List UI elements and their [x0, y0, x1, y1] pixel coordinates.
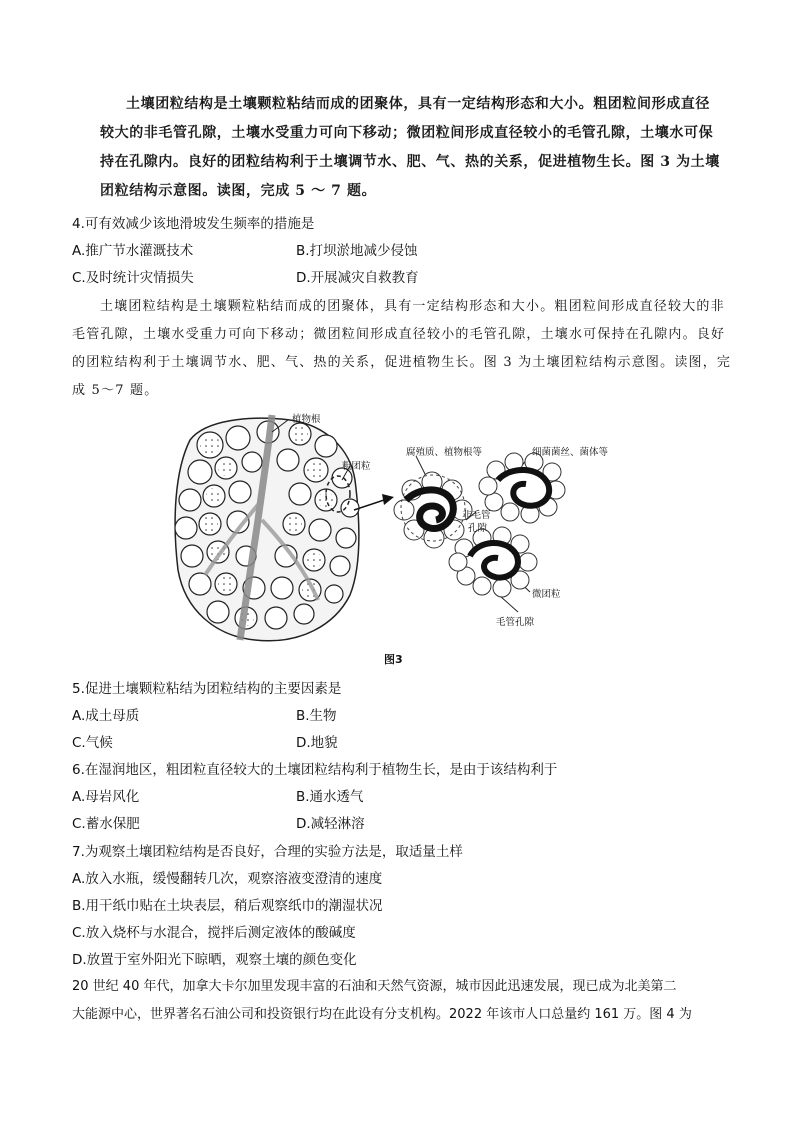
scan-line-1: 土壤团粒结构是土壤颗粒粘结而成的团聚体，具有一定结构形态和大小。粗团粒间形成直径 — [126, 96, 710, 112]
option-b: B.用干纸巾贴在土块表层，稍后观察纸巾的潮湿状况 — [72, 898, 383, 914]
figure-caption: 图3 — [384, 653, 403, 666]
option-d: D.地貌 — [296, 735, 338, 751]
paragraph-line-1: 20 世纪 40 年代，加拿大卡尔加里发现丰富的石油和天然气资源，城市因此迅速发展，现已成为北美第二 — [72, 979, 677, 994]
scan-line-2: 较大的非毛管孔隙，土壤水受重力可向下移动；微团粒间形成直径较小的毛管孔隙，土壤水可保 — [100, 125, 714, 141]
scan-line-3: 持在孔隙内。良好的团粒结构利于土壤调节水、肥、气、热的关系，促进植物生长。图 3 为土壤 — [100, 154, 720, 170]
option-b: B.打坝淤地减少侵蚀 — [296, 243, 418, 259]
scan-line-4: 团粒结构示意图。读图，完成 5 ～ 7 题。 — [100, 183, 377, 199]
option-d: D.放置于室外阳光下晾晒，观察土壤的颜色变化 — [72, 952, 357, 968]
option-c: C.气候 — [72, 735, 113, 751]
label-bacteria: 细菌菌丝、菌体等 — [532, 447, 609, 458]
question-stem: 4.可有效减少该地滑坡发生频率的措施是 — [72, 216, 315, 232]
coarse-aggregate-body — [175, 415, 359, 641]
option-c: C.放入烧杯与水混合，搅拌后测定液体的酸碱度 — [72, 925, 356, 941]
option-a: A.推广节水灌溉技术 — [72, 243, 194, 259]
label-coarse-aggregate: 粗团粒 — [342, 461, 371, 472]
option-c: C.蓄水保肥 — [72, 816, 140, 832]
arrow-icon — [354, 494, 394, 510]
option-a: A.母岩风化 — [72, 789, 140, 805]
option-d: D.开展减灾自救教育 — [296, 270, 419, 286]
micro-aggregate-left — [394, 472, 472, 548]
option-a: A.成土母质 — [72, 708, 140, 724]
paragraph-line-1: 土壤团粒结构是土壤颗粒粘结而成的团聚体，具有一定结构形态和大小。粗团粒间形成直径较大的非 — [100, 299, 725, 314]
paragraph-line-2: 毛管孔隙，土壤水受重力可向下移动；微团粒间形成直径较小的毛管孔隙，土壤水可保持在孔隙内。良好 — [72, 327, 726, 342]
paragraph-line-2: 大能源中心，世界著名石油公司和投资银行均在此设有分支机构。2022 年该市人口总量约 161 万。图 4 为 — [72, 1007, 692, 1022]
label-noncapillary: 非毛管 — [462, 510, 491, 521]
micro-aggregate-top-right — [479, 453, 565, 523]
label-micro-aggregate: 微团粒 — [532, 589, 561, 600]
option-b: B.生物 — [296, 708, 337, 724]
option-d: D.减轻淋溶 — [296, 816, 365, 832]
micro-aggregate-bottom — [449, 527, 537, 597]
label-plant-root: 植物根 — [292, 414, 321, 425]
option-b: B.通水透气 — [296, 789, 364, 805]
question-stem: 7.为观察土壤团粒结构是否良好，合理的实验方法是，取适量土样 — [72, 844, 463, 860]
label-pore: 孔隙 — [468, 523, 488, 534]
soil-aggregate-diagram — [0, 405, 794, 645]
label-capillary-pore: 毛管孔隙 — [496, 617, 535, 628]
option-a: A.放入水瓶，缓慢翻转几次，观察溶液变澄清的速度 — [72, 871, 383, 887]
paragraph-line-4: 成 5～7 题。 — [72, 383, 159, 398]
question-stem: 6.在湿润地区，粗团粒直径较大的土壤团粒结构利于植物生长，是由于该结构利于 — [72, 762, 558, 778]
paragraph-line-3: 的团粒结构利于土壤调节水、肥、气、热的关系，促进植物生长。图 3 为土壤团粒结构示意图。读图，完 — [72, 355, 732, 370]
question-stem: 5.促进土壤颗粒粘结为团粒结构的主要因素是 — [72, 681, 342, 697]
option-c: C.及时统计灾情损失 — [72, 270, 194, 286]
label-humus: 腐殖质、植物根等 — [406, 447, 483, 458]
